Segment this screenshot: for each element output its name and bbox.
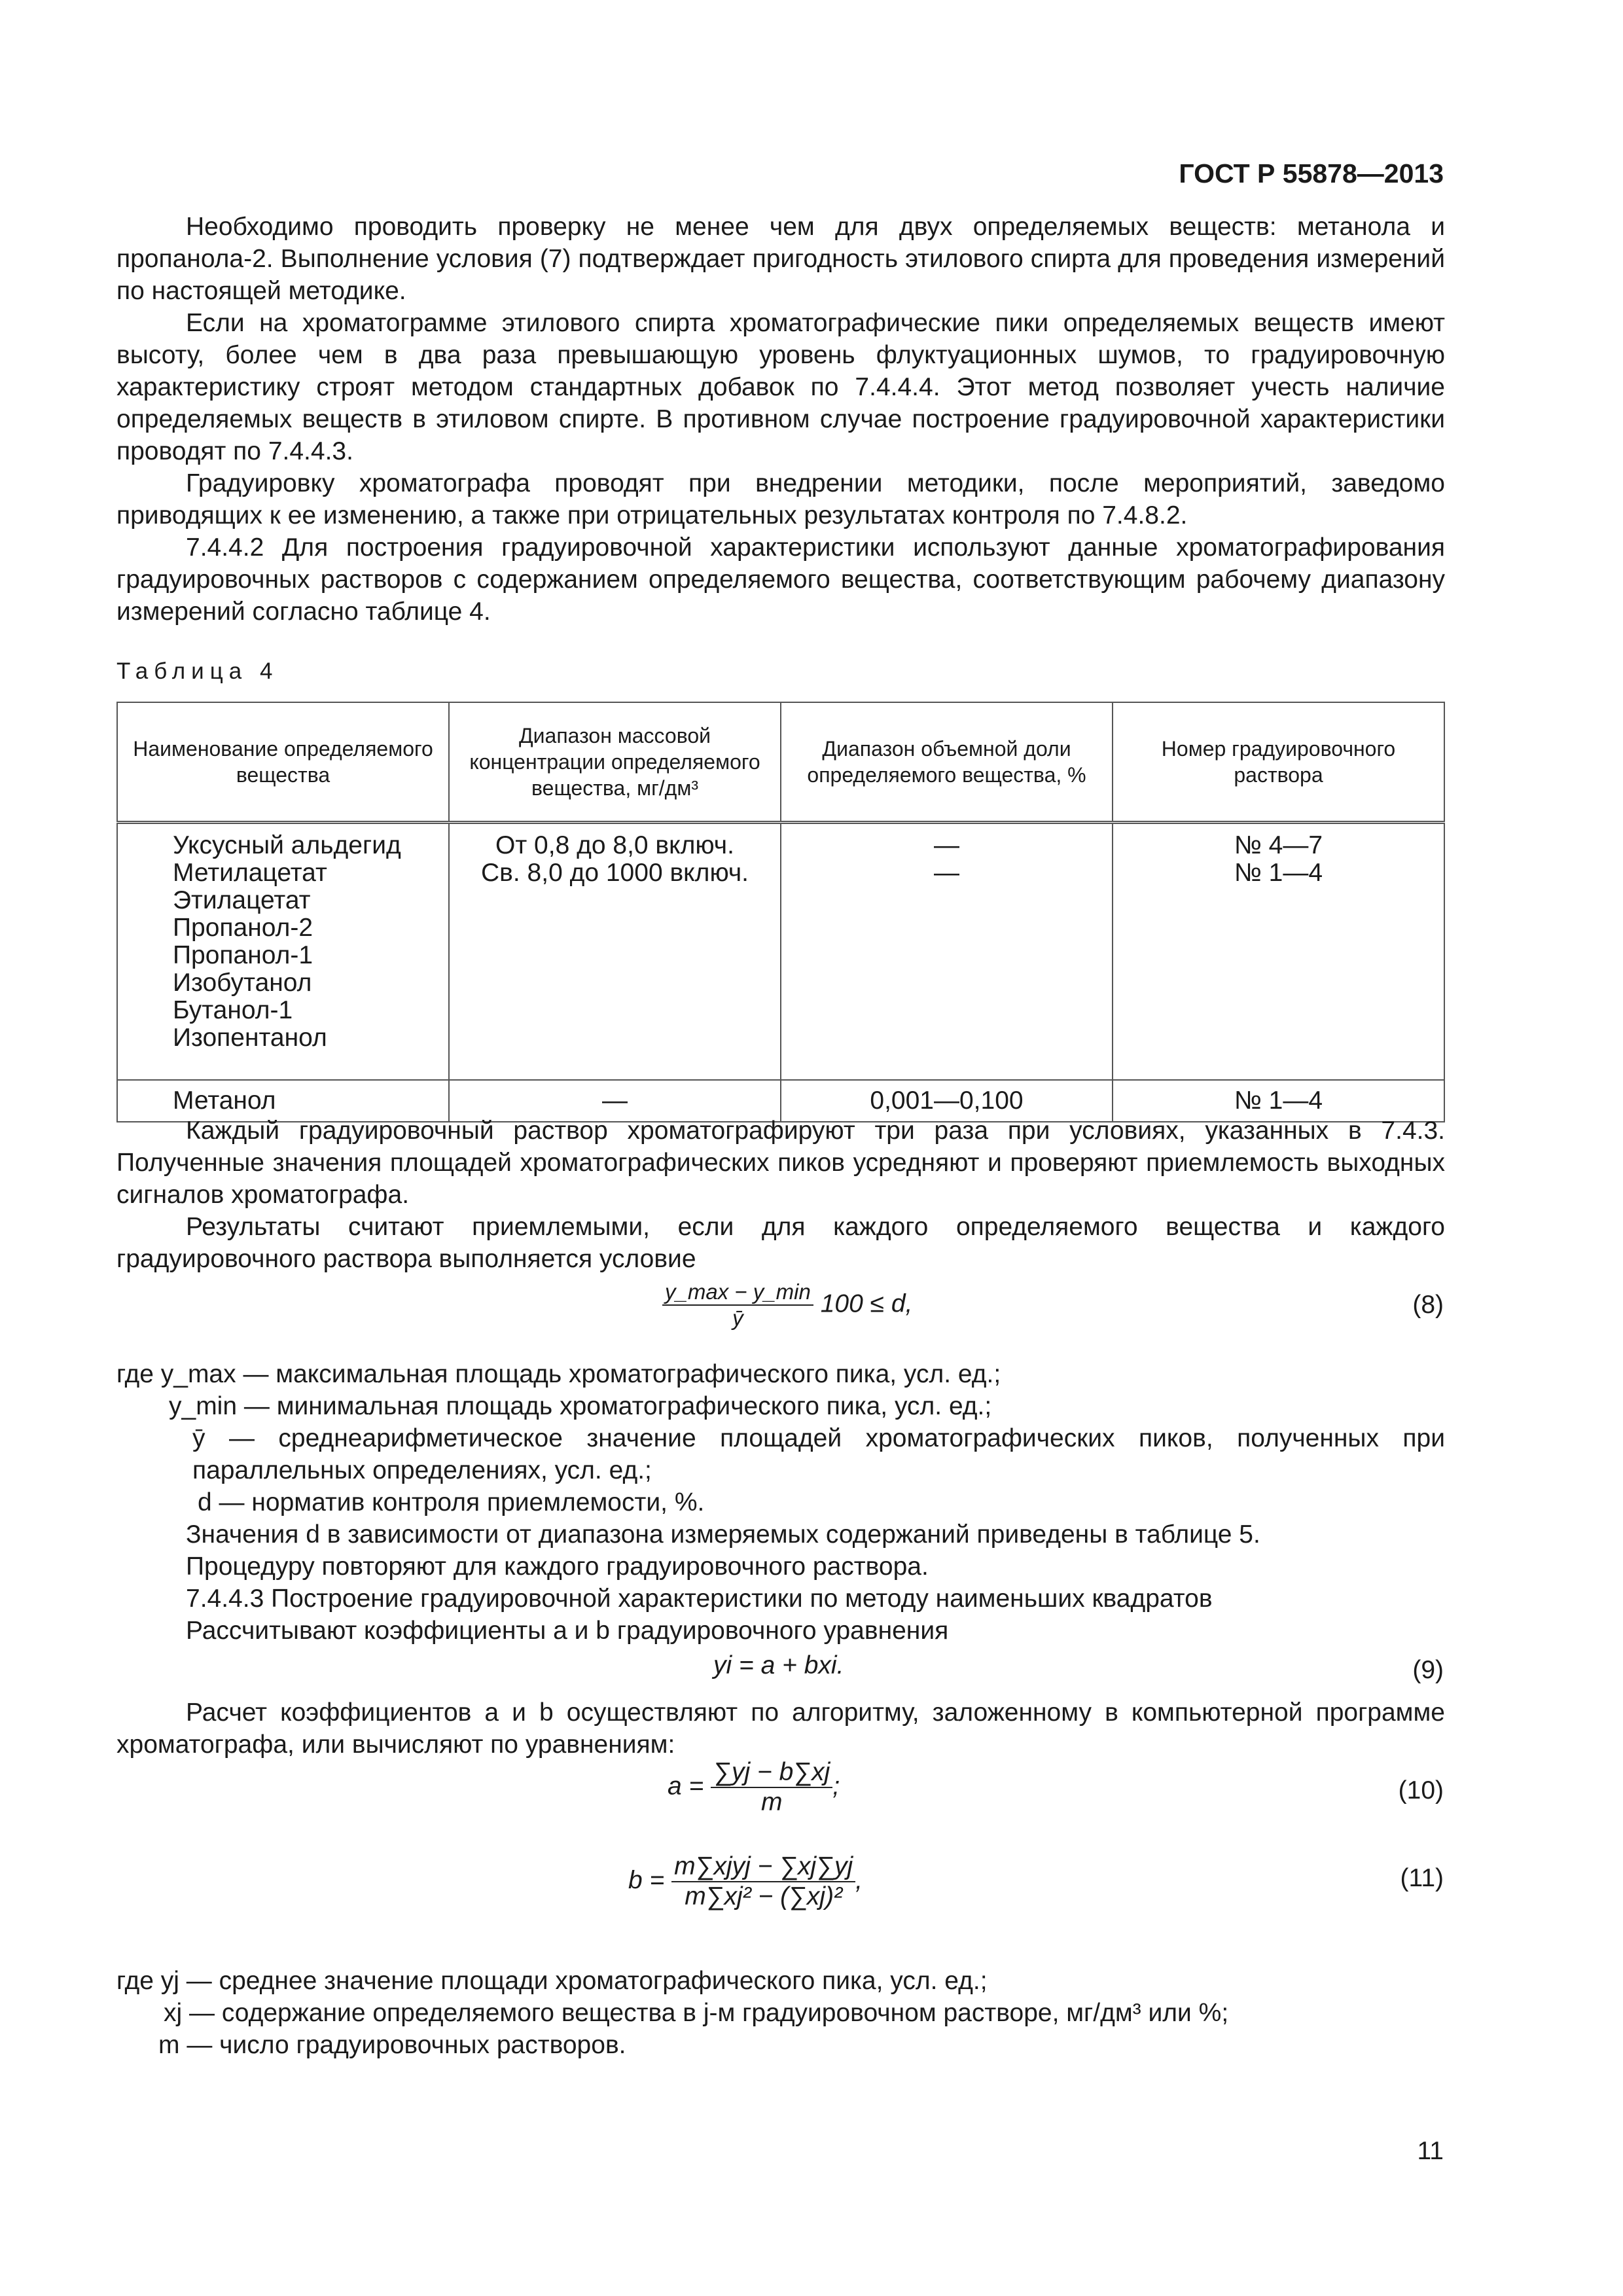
after-eq8-text — [186, 1518, 1445, 1647]
paragraph: Градуировку хроматографа проводят при внедрении методики, после мероприятий, заведомо приводящих к ее изменению, а также при отрицательных результатах контроля по 7.4.8.2. — [116, 469, 1445, 529]
equation-8 — [662, 1280, 912, 1331]
eq10-numerator: ∑yj − b∑xj — [711, 1758, 832, 1788]
definition: d — норматив контроля приемлемости, %. — [198, 1488, 705, 1516]
table-header-row — [117, 702, 1444, 823]
eq8-numerator: y_max − y_min — [662, 1280, 813, 1306]
eq11-denominator: m∑xj² − (∑xj)² — [685, 1882, 843, 1910]
eq10-denominator: m — [760, 1788, 783, 1816]
definition: ȳ — среднеарифметическое значение площадей хроматографических пиков, полученных при параллельных определениях, усл. ед.; — [192, 1424, 1445, 1484]
substance: Метилацетат — [173, 859, 327, 887]
header-cell: Номер градуировочного раствора — [1113, 702, 1444, 823]
page-number: 11 — [1417, 2137, 1444, 2165]
calibration-text — [116, 1115, 1445, 1275]
substance: Изобутанол — [173, 969, 312, 997]
volume-cell — [781, 823, 1113, 1081]
eq11-label: (11) — [1400, 1864, 1444, 1892]
volume-cell: 0,001—0,100 — [781, 1080, 1113, 1122]
eq11-lhs: b = — [628, 1866, 665, 1895]
eq9-label: (9) — [1412, 1656, 1444, 1684]
substance: Этилацетат — [173, 886, 311, 914]
mass-range: Св. 8,0 до 1000 включ. — [480, 859, 749, 887]
eq8-definitions — [116, 1358, 1445, 1518]
line: Значения d в зависимости от диапазона измеряемых содержаний приведены в таблице 5. — [186, 1520, 1260, 1549]
eq8-rest: 100 ≤ d, — [820, 1289, 913, 1318]
paragraph: Каждый градуировочный раствор хроматографируют три раза при условиях, указанных в 7.4.3. Полученные значения площадей хроматографических пиков усредняют и проверяют приемлемость выходных сигналов хроматографа. — [116, 1117, 1445, 1209]
mass-cell: — — [449, 1080, 781, 1122]
eq8-label: (8) — [1412, 1291, 1444, 1319]
definition: где yj — среднее значение площади хроматографического пика, усл. ед.; — [116, 1967, 988, 1995]
definition: y_min — минимальная площадь хроматографического пика, усл. ед.; — [169, 1392, 992, 1420]
equation-10: a = $\frac{\sum yj - b\sum xj}{m}$ ; — [668, 1758, 840, 1816]
mass-cell — [449, 823, 781, 1081]
substance: Уксусный альдегид — [173, 831, 401, 859]
number-cell — [1113, 823, 1444, 1081]
eq10-lhs: a = — [668, 1772, 704, 1801]
coefficients-text — [116, 1696, 1445, 1761]
solution-number: № 1—4 — [1234, 859, 1323, 887]
final-definitions — [116, 1965, 1445, 2061]
line: 7.4.4.3 Построение градуировочной характеристики по методу наименьших квадратов — [186, 1585, 1213, 1613]
definition: где y_max — максимальная площадь хроматографического пика, усл. ед.; — [116, 1360, 1001, 1388]
equation-9: yi = a + bxi. — [713, 1651, 844, 1679]
mass-range: От 0,8 до 8,0 включ. — [495, 831, 734, 859]
paragraph: Расчет коэффициентов a и b осуществляют по алгоритму, заложенному в компьютерной программе хроматографа, или вычисляют по уравнениям: — [116, 1698, 1445, 1759]
eq10-label: (10) — [1398, 1776, 1444, 1804]
eq8-denominator: ȳ — [732, 1306, 743, 1330]
header-cell: Наименование определяемого вещества — [117, 702, 449, 823]
substance: Пропанол-1 — [173, 941, 313, 969]
intro-text — [116, 211, 1445, 628]
solution-number: № 4—7 — [1234, 831, 1323, 859]
eq11-numerator: m∑xjyj − ∑xj∑yj — [671, 1852, 855, 1882]
line: Рассчитывают коэффициенты a и b градуировочного уравнения — [186, 1617, 949, 1645]
document-header: ГОСТ Р 55878—2013 — [1179, 158, 1444, 188]
line: Процедуру повторяют для каждого градуировочного раствора. — [186, 1552, 929, 1581]
paragraph: Результаты считают приемлемыми, если для каждого определяемого вещества и каждого градуировочного раствора выполняется условие — [116, 1213, 1445, 1273]
number-cell: № 1—4 — [1113, 1080, 1444, 1122]
table-caption: Таблица 4 — [116, 658, 279, 684]
table-row — [117, 823, 1444, 1081]
equation-11: b = $\frac{\text{m∑xjyj − ∑xj∑yj}}{\text{m∑xj² − (∑xj)²}}$ , — [628, 1852, 863, 1910]
header-cell: Диапазон массовой концентрации определяемого вещества, мг/дм³ — [449, 702, 781, 823]
volume-range: — — [934, 831, 959, 859]
substance: Бутанол-1 — [173, 996, 293, 1024]
definition: xj — содержание определяемого вещества в j-м градуировочном растворе, мг/дм³ или %; — [164, 1999, 1229, 2027]
header-cell: Диапазон объемной доли определяемого вещества, % — [781, 702, 1113, 823]
substance-cell: Метанол — [117, 1080, 449, 1122]
table-4 — [116, 702, 1445, 1122]
substance: Изопентанол — [173, 1024, 327, 1052]
substance: Пропанол-2 — [173, 914, 313, 942]
substance-cell — [117, 823, 449, 1081]
paragraph: 7.4.4.2 Для построения градуировочной характеристики используют данные хроматографирования градуировочных растворов с содержанием определяемого вещества, соответствующим рабочему диапазону измерений согласно таблице 4. — [116, 533, 1445, 626]
definition: m — число градуировочных растворов. — [158, 2031, 626, 2059]
volume-range: — — [934, 859, 959, 887]
paragraph: Если на хроматограмме этилового спирта хроматографические пики определяемых веществ имеют высоту, более чем в два раза превышающую уровень флуктуационных шумов, то градуировочную характеристику строят методом стандартных добавок по 7.4.4.4. Этот метод позволяет учесть наличие определяемых веществ в этиловом спирте. В противном случае построение градуировочной характеристики проводят по 7.4.4.3. — [116, 309, 1445, 465]
paragraph: Необходимо проводить проверку не менее чем для двух определяемых веществ: метанола и пропанола-2. Выполнение условия (7) подтверждает пригодность этилового спирта для проведения измерений по настоящей методике. — [116, 213, 1445, 305]
